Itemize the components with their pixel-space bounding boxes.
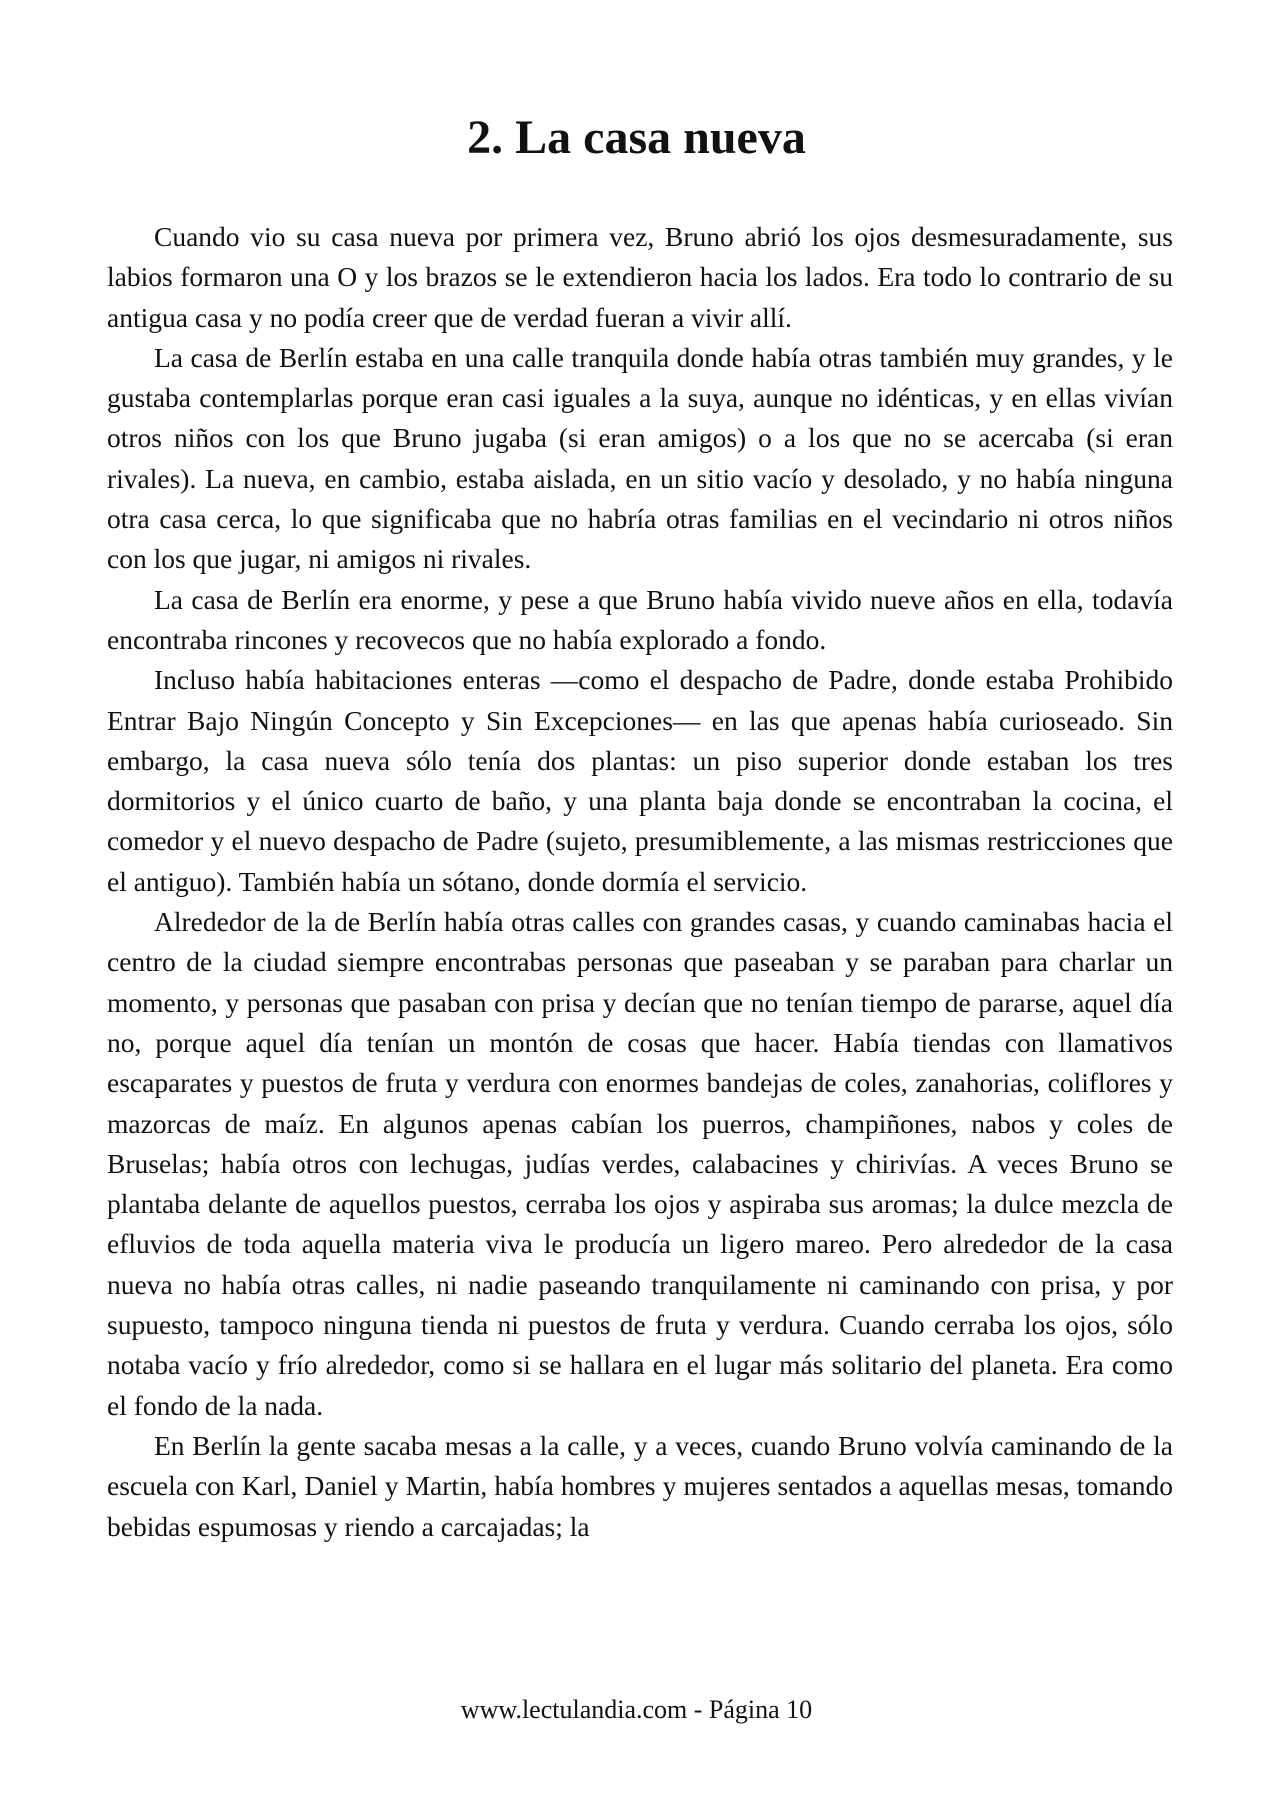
paragraph: Cuando vio su casa nueva por primera vez, Bruno abrió los ojos desmesuradamente, sus labios formaron una O y los brazos se le extendieron hacia los lados. Era todo lo contrario de su antigua casa y no podía creer que de verdad fueran a vivir allí. [107, 221, 1173, 333]
chapter-title: 2. La casa nueva [467, 111, 806, 164]
page-footer: www.lectulandia.com - Página 10 [460, 1695, 813, 1724]
paragraph: Alrededor de la de Berlín había otras calles con grandes casas, y cuando caminabas hacia el centro de la ciudad siempre encontrabas personas que paseaban y se paraban para charlar un momento, y personas que pasaban con prisa y decían que no tenían tiempo de pararse, aquel día no, porque aquel día tenían un montón de cosas que hacer. Había tiendas con llamativos escaparates y puestos de fruta y verdura con enormes bandejas de coles, zanahorias, coliflores y mazorcas de maíz. En algunos apenas cabían los puerros, champiñones, nabos y coles de Bruselas; había otros con lechugas, judías verdes, calabacines y chirivías. A veces Bruno se plantaba delante de aquellos puestos, cerraba los ojos y aspiraba sus aromas; la dulce mezcla de efluvios de toda aquella materia viva le producía un ligero mareo. Pero alrededor de la casa nueva no había otras calles, ni nadie paseando tranquilamente ni caminando con prisa, y por supuesto, tampoco ninguna tienda ni puestos de fruta y verdura. Cuando cerraba los ojos, sólo notaba vacío y frío alrededor, como si se hallara en el lugar más solitario del planeta. Era como el fondo de la nada. [107, 906, 1173, 1421]
paragraph: Incluso había habitaciones enteras —como el despacho de Padre, donde estaba Prohibido Entrar Bajo Ningún Concepto y Sin Excepciones— en las que apenas había curioseado. Sin embargo, la casa nueva sólo tenía dos plantas: un piso superior donde estaban los tres dormitorios y el único cuarto de baño, y una planta baja donde se encontraban la cocina, el comedor y el nuevo despacho de Padre (sujeto, presumiblemente, a las mismas restricciones que el antiguo). También había un sótano, donde dormía el servicio. [107, 664, 1173, 897]
paragraph: En Berlín la gente sacaba mesas a la calle, y a veces, cuando Bruno volvía caminando de la escuela con Karl, Daniel y Martin, había hombres y mujeres sentados a aquellas mesas, tomando bebidas espumosas y riendo a carcajadas; la [107, 1429, 1173, 1542]
chapter-body [107, 217, 1173, 1547]
paragraph: La casa de Berlín estaba en una calle tranquila donde había otras también muy grandes, y le gustaba contemplarlas porque eran casi iguales a la suya, aunque no idénticas, y en ellas vivían otros niños con los que Bruno jugaba (si eran amigos) o a los que no se acercaba (si eran rivales). La nueva, en cambio, estaba aislada, en un sitio vacío y desolado, y no había ninguna otra casa cerca, lo que significaba que no habría otras familias en el vecindario ni otros niños con los que jugar, ni amigos ni rivales. [107, 341, 1173, 575]
paragraph: La casa de Berlín era enorme, y pese a que Bruno había vivido nueve años en ella, todavía encontraba rincones y recovecos que no había explorado a fondo. [107, 583, 1173, 655]
